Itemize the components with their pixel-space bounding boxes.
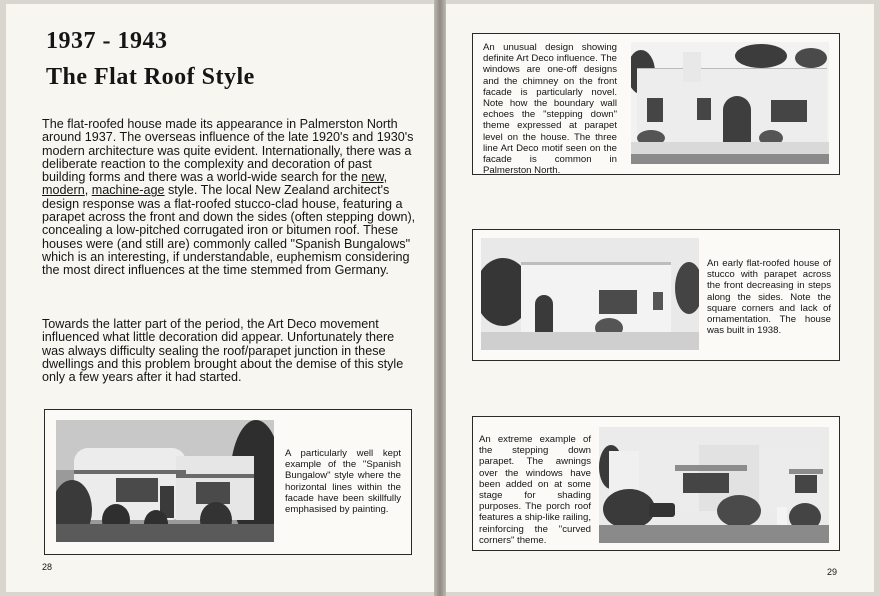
underlined-word-machine-age: machine-age (91, 183, 165, 198)
body-paragraph-2: Towards the latter part of the period, the Art Deco movement influenced what little decoration did appear. Unfortunately there was always difficulty sealing the roof/parapet junction in these dwellings and this problem brought about the demise of this style only a few years after it had started. (42, 317, 404, 385)
figure-caption-stepping-parapet: An extreme example of the stepping down parapet. The awnings over the windows have been added on at some stage for shading purposes. The porch roof features a ship-like railing, reinforcing the "curved corners" theme. (479, 434, 591, 546)
figure-box-stepping-parapet (472, 416, 840, 551)
body-paragraph-1: The flat-roofed house made its appearance in Palmerston North around 1937. The overseas influence of the late 1920's and 1930's modern architecture was quite evident. Internationally, there was a deliberate reaction to the complexity and decoration of past building forms and there was a world-wide search for the new, modern, machine-age style. The local New Zealand architect's design response was a flat-roofed stucco-clad house, featuring a parapet across the front and down the sides (often stepping down), concealing a low-pitched corrugated iron or bitumen roof. These houses were (and still are) commonly called "Spanish Bungalows" which is an interesting, if understandable, euphemism considering the most direct influences at the time stemmed from Germany. (42, 117, 416, 278)
page-title: The Flat Roof Style (46, 64, 255, 90)
underlined-word-modern: modern (42, 183, 85, 198)
book-gutter (434, 0, 446, 596)
underlined-word-new: new (361, 170, 384, 185)
photo-stepping-parapet-house (599, 427, 829, 543)
figure-box-early-flat-roof (472, 229, 840, 361)
photo-art-deco-house (631, 42, 829, 164)
figure-box-art-deco (472, 33, 840, 175)
figure-box-spanish-bungalow (44, 409, 412, 555)
figure-caption-early-flat-roof: An early flat-roofed house of stucco with parapet across the front decreasing in steps along the sides. Note the square corners and lack of ornamentation. The house was built in 1938. (707, 258, 831, 337)
page-number-right: 29 (827, 567, 838, 577)
photo-early-flat-roof-house (481, 238, 699, 350)
photo-spanish-bungalow (56, 420, 274, 542)
period-heading: 1937 - 1943 (46, 28, 168, 54)
figure-caption-art-deco: An unusual design showing definite Art Deco influence. The windows are one-off designs and the chimney on the front facade is particularly novel. Note how the boundary wall echoes the "stepping down" theme expressed at parapet level on the house. The three line Art Deco motif seen on the facade is common in Palmerston North. (483, 42, 617, 177)
page-number-left: 28 (42, 562, 53, 572)
figure-caption-spanish-bungalow: A particularly well kept example of the "Spanish Bungalow" style where the horizontal lines within the facade have been skillfully emphasised by painting. (285, 448, 401, 516)
